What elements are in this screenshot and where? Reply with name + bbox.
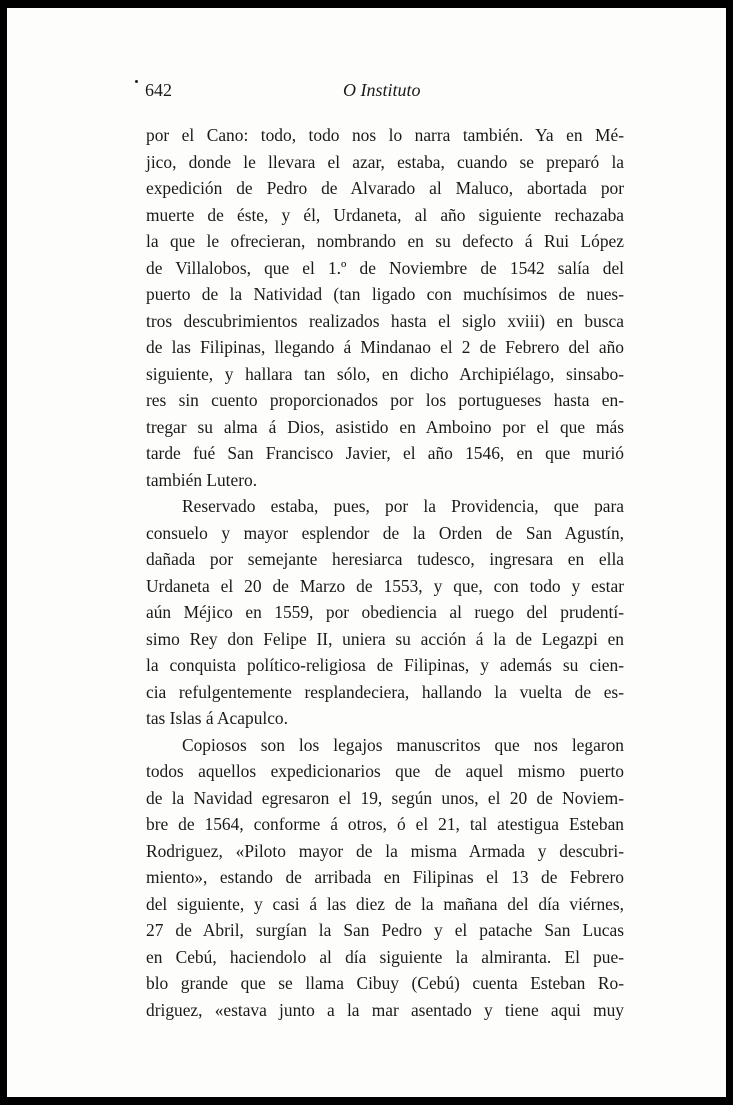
text-line: res sin cuento proporcionados por los portugueses hasta en- bbox=[146, 390, 624, 410]
text-line: muerte de éste, y él, Urdaneta, al año siguiente rechazaba bbox=[146, 204, 624, 225]
text-line: también Lutero. bbox=[146, 469, 258, 490]
text-line: simo Rey don Felipe II, uniera su acción á la de Legazpi en bbox=[146, 628, 624, 649]
book-page bbox=[7, 8, 726, 1097]
text-line: Reservado estaba, pues, por la Providencia, que para bbox=[182, 496, 624, 516]
text-line: del siguiente, y casi á las diez de la mañana del día viérnes, bbox=[146, 893, 624, 914]
text-line: por el Cano: todo, todo nos lo narra también. Ya en Mé- bbox=[146, 125, 624, 145]
text-line: Copiosos son los legajos manuscritos que nos legaron bbox=[182, 734, 624, 755]
text-line: dañada por semejante heresiarca tudesco, ingresara en ella bbox=[146, 549, 624, 569]
text-line: expedición de Pedro de Alvarado al Maluco, abortada por bbox=[146, 178, 624, 198]
text-line: miento», estando de arribada en Filipinas el 13 de Febrero bbox=[146, 867, 624, 887]
text-line: tas Islas á Acapulco. bbox=[146, 708, 288, 728]
text-line: de Villalobos, que el 1.º de Noviembre de 1542 salía del bbox=[146, 257, 624, 278]
text-line: tros descubrimientos realizados hasta el siglo xviii) en busca bbox=[146, 310, 624, 331]
text-line: consuelo y mayor esplendor de la Orden de San Agustín, bbox=[146, 522, 624, 543]
text-line: tregar su alma á Dios, asistido en Amboino por el que más bbox=[146, 416, 624, 437]
text-line: puerto de la Natividad (tan ligado con muchísimos de nues- bbox=[146, 284, 624, 304]
text-line: siguiente, y hallara tan sólo, en dicho Archipiélago, sinsabo- bbox=[146, 363, 624, 384]
text-line: tarde fué San Francisco Javier, el año 1546, en que murió bbox=[146, 443, 624, 463]
text-line: cia refulgentemente resplandeciera, hallando la vuelta de es- bbox=[146, 681, 624, 702]
text-line: de la Navidad egresaron el 19, según unos, el 20 de Noviem- bbox=[146, 787, 624, 808]
text-line: bre de 1564, conforme á otros, ó el 21, tal atestigua Esteban bbox=[146, 814, 624, 834]
text-line: todos aquellos expedicionarios que de aquel mismo puerto bbox=[146, 761, 624, 781]
text-line: la que le ofrecieran, nombrando en su defecto á Rui López bbox=[146, 231, 624, 251]
text-line: Urdaneta el 20 de Marzo de 1553, y que, con todo y estar bbox=[146, 575, 624, 596]
text-line: jico, donde le llevara el azar, estaba, cuando se preparó la bbox=[146, 151, 624, 172]
text-line: Rodriguez, «Piloto mayor de la misma Armada y descubri- bbox=[146, 840, 624, 861]
text-line: en Cebú, haciendolo al día siguiente la almiranta. El pue- bbox=[146, 946, 624, 967]
page-header bbox=[7, 80, 726, 110]
text-line: blo grande que se llama Cibuy (Cebú) cuenta Esteban Ro- bbox=[146, 973, 624, 993]
text-line: 27 de Abril, surgían la San Pedro y el patache San Lucas bbox=[146, 920, 624, 940]
body-text bbox=[146, 122, 624, 1023]
running-title: O Instituto bbox=[343, 80, 421, 100]
text-line: aún Méjico en 1559, por obediencia al ruego del prudentí- bbox=[146, 602, 624, 622]
text-line: de las Filipinas, llegando á Mindanao el 2 de Febrero del año bbox=[146, 337, 624, 357]
page-number: 642 bbox=[145, 80, 172, 100]
text-line: driguez, «estava junto a la mar asentado y tiene aqui muy bbox=[146, 999, 624, 1020]
text-line: la conquista político-religiosa de Filipinas, y además su cien- bbox=[146, 655, 624, 675]
